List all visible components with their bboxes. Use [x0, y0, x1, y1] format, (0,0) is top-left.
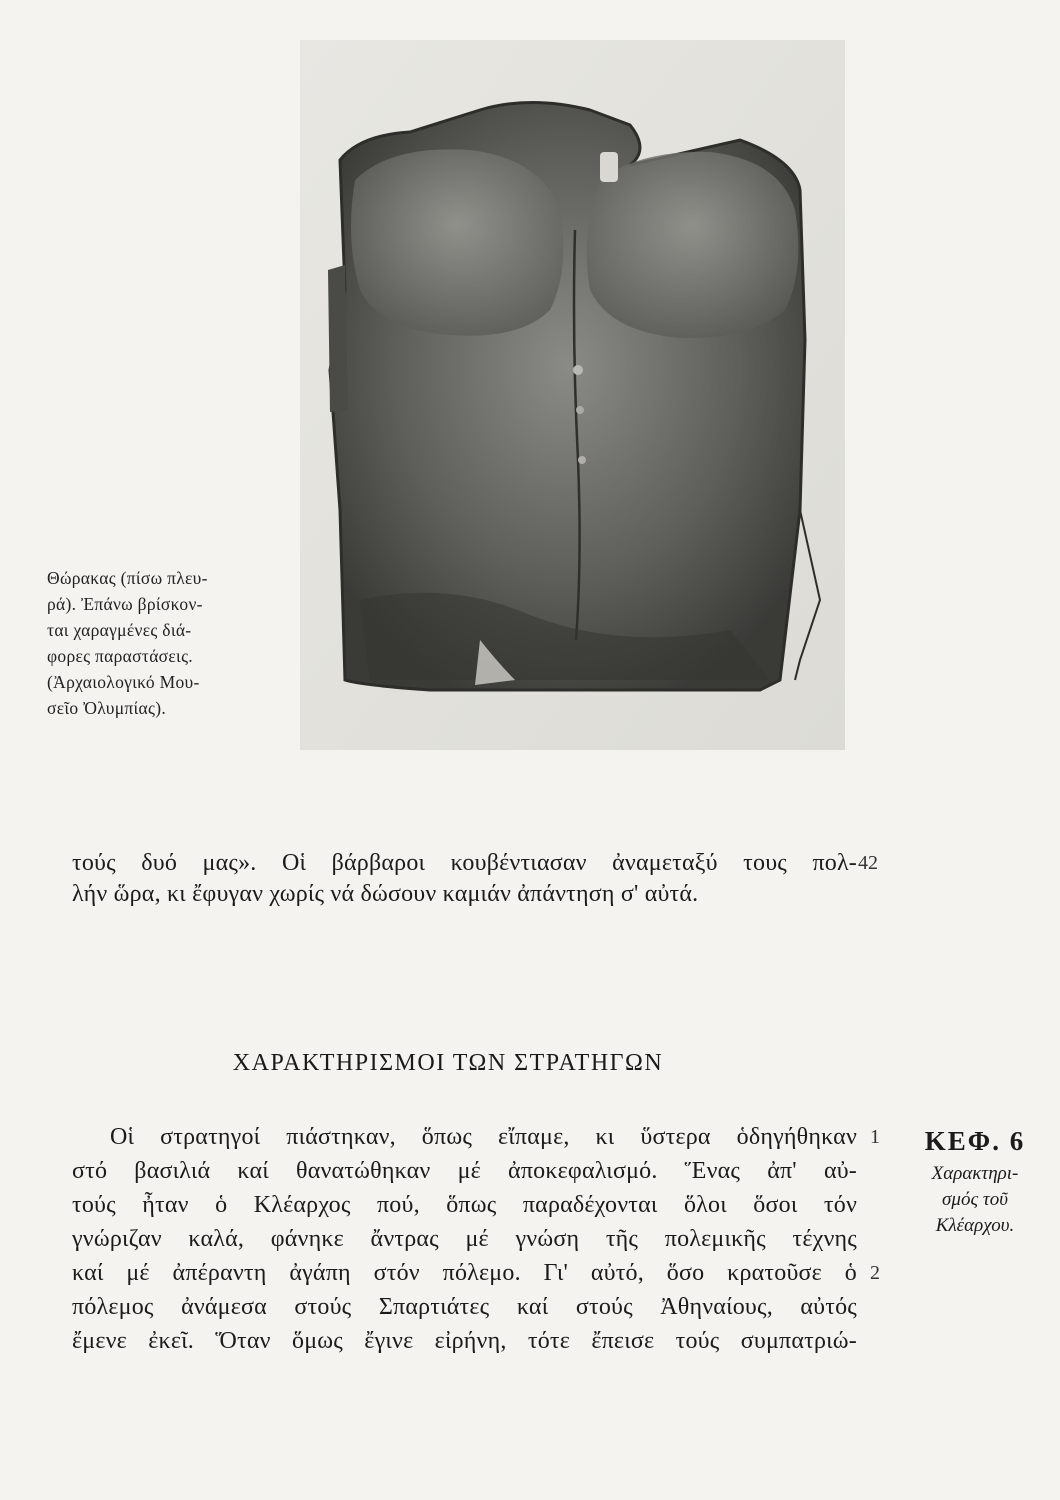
- text-line: ἔμενε ἐκεῖ. Ὅταν ὅμως ἔγινε εἰρήνη, τότε ἔπεισε τούς συμπατριώ-: [72, 1328, 857, 1354]
- text-line: γνώριζαν καλά, φάνηκε ἄντρας μέ γνώση τῆς πολεμικῆς τέχνης: [72, 1226, 857, 1252]
- text-line: τούς ἦταν ὁ Κλέαρχος πού, ὅπως παραδέχονται ὅλοι ὅσοι τόν: [72, 1192, 857, 1218]
- cuirass-photo: [300, 40, 845, 750]
- margin-number: 2: [870, 1262, 880, 1284]
- text-line: Οἱ στρατηγοί πιάστηκαν, ὅπως εἴπαμε, κι ὕστερα ὁδηγήθηκαν: [110, 1124, 857, 1150]
- figure-caption: Θώρακας (πίσω πλευ- ρά). Ἐπάνω βρίσκον- ται χαραγμένες διά- φορες παραστάσεις. (Ἀρχαιολογικό Μου- σεῖο Ὀλυμπίας).: [47, 568, 208, 718]
- text-line: τούς δυό μας». Οἱ βάρβαροι κουβέντιασαν ἀναμεταξύ τους πολ-: [72, 850, 857, 876]
- text-line: καί μέ ἀπέραντη ἀγάπη στόν πόλεμο. Γι' αὐτό, ὅσο κρατοῦσε ὁ: [72, 1260, 857, 1286]
- text-line: πόλεμος ἀνάμεσα στούς Σπαρτιάτες καί στούς Ἀθηναίους, αὐτός: [72, 1294, 857, 1320]
- cuirass-image: [300, 40, 845, 750]
- section-heading: ΧΑΡΑΚΤΗΡΙΣΜΟΙ ΤΩΝ ΣΤΡΑΤΗΓΩΝ: [232, 1050, 664, 1076]
- text-line: λήν ὥρα, κι ἔφυγαν χωρίς νά δώσουν καμιάν ἀπάντηση σ' αὐτά.: [72, 881, 699, 907]
- margin-number: 1: [870, 1126, 880, 1148]
- chapter-note: [905, 1126, 1045, 1239]
- chapter-number: ΚΕΦ. 6: [924, 1126, 1026, 1156]
- chapter-subtitle: Χαρακτηρι- σμός τοῦ Κλέαρχου.: [931, 1163, 1019, 1236]
- text-line: στό βασιλιά καί θανατώθηκαν μέ ἀποκεφαλισμό. Ἕνας ἀπ' αὐ-: [72, 1158, 857, 1184]
- margin-number: 42: [858, 852, 878, 874]
